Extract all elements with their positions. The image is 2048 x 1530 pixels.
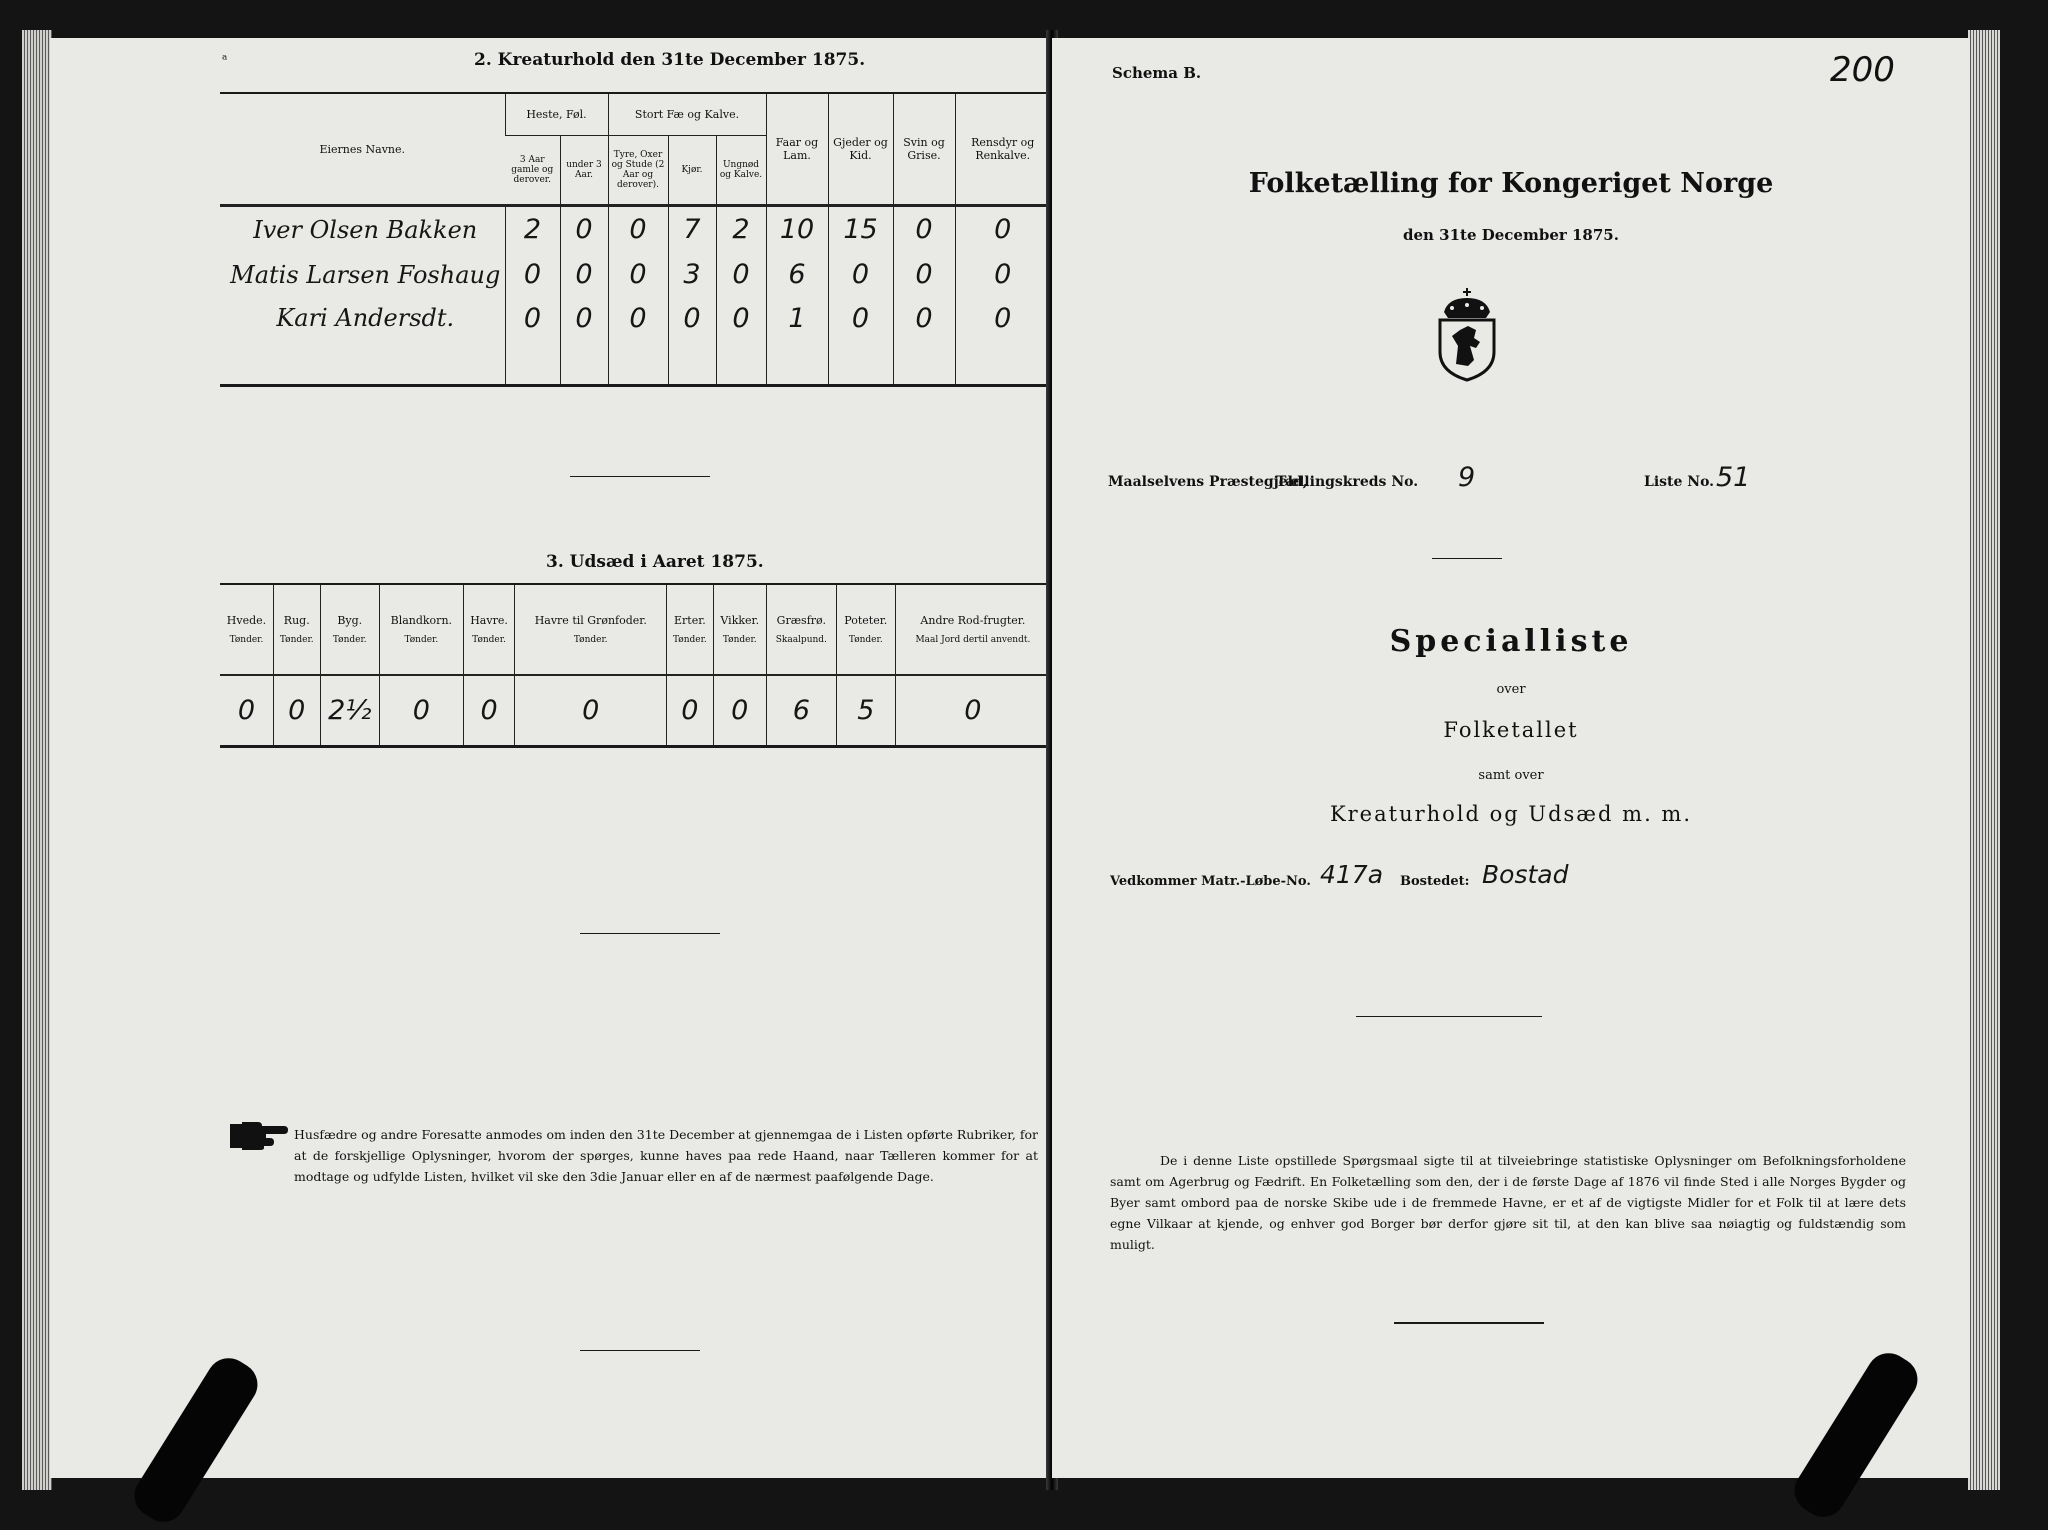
seed-header [220,585,273,674]
seed-header [836,585,895,674]
cattle-bulls-header: Tyre, Oxer og Stude (2 Aar og derover). [608,135,668,204]
seed-table [220,585,1050,745]
seed-crop-label: Andre Rod-frugter. [920,614,1026,628]
table-row [220,207,1050,253]
seed-section-title: 3. Udsæd i Aaret 1875. [546,552,764,572]
page-number: 200 [1830,50,1895,90]
schema-label: Schema B. [1112,64,1202,82]
seed-value: 0 [515,676,667,745]
over-text: over [1496,682,1526,697]
goats-header: Gjeder og Kid. [828,94,893,204]
cell: 6 [766,253,828,297]
seed-crop-label: Byg. [337,614,363,628]
left-page-edges [22,30,52,1490]
seed-unit-label: Tønder. [722,635,757,646]
seed-header [380,585,464,674]
owner-name: Kari Andersdt. [276,304,455,333]
bosted-label: Bostedet: [1400,874,1470,889]
seed-header [463,585,515,674]
cell: 1 [766,297,828,341]
right-page [1052,38,1970,1478]
cell: 0 [893,207,955,253]
cell: 0 [560,297,608,341]
seed-header [320,585,379,674]
seed-header [766,585,836,674]
cell: 0 [668,297,716,341]
pointing-hand-icon [228,1118,288,1152]
seed-value: 2½ [320,676,379,745]
table-row [220,297,1050,341]
corner-mark: ᵃ [222,52,228,68]
seed-crop-label: Hvede. [226,614,267,628]
seed-value: 0 [463,676,515,745]
cattle-young-header: Ungnød og Kalve. [716,135,766,204]
cell: 0 [893,297,955,341]
seed-header [667,585,714,674]
district-number: 9 [1458,462,1476,493]
owner-header: Eiernes Navne. [319,142,406,156]
cell: 0 [955,207,1050,253]
seed-header [713,585,766,674]
livestock-table [220,94,1050,384]
cell: 0 [608,207,668,253]
cell: 0 [505,253,560,297]
seed-value: 0 [713,676,766,745]
seed-value: 0 [380,676,464,745]
list-label: Liste No. [1644,474,1715,490]
census-purpose-text: De i denne Liste opstillede Spørgsmaal sigte til at tilveiebringe statistiske Oplysninger om Befolkningsforholdene samt om Agerbrug og Fædrift. En Folketælling som den, der i de første Dage af 1876 vil finde Sted i alle Norges Bygder og Byer samt ombord paa de norske Skibe ude i de fremmede Havne, er et af de vigtigste Midler for et Folk til at lære dets egne Vilkaar at kjende, og enhver god Borger bør derfor gjøre sit til, at den kan blive saa nøiagtig og fuldstændig som muligt. [1110,1153,1906,1252]
seed-crop-label: Vikker. [720,614,760,628]
cattle-cows-header: Kjør. [668,135,716,204]
table-row [220,676,1050,745]
seed-unit-label: Tønder. [279,635,314,646]
specialliste-heading: Specialliste [1389,624,1633,659]
cell: 0 [955,253,1050,297]
seed-value: 6 [766,676,836,745]
cell: 0 [828,253,893,297]
seed-crop-label: Havre til Grønfoder. [534,614,647,628]
horses-under3-header: under 3 Aar. [560,135,608,204]
seed-crop-label: Poteter. [844,614,888,628]
seed-unit-label: Skaalpund. [775,635,827,646]
matr-label: Vedkommer Matr.-Løbe-No. [1110,874,1311,889]
cell: 0 [716,297,766,341]
seed-header [273,585,320,674]
horses-group-header: Heste, Føl. [505,94,608,135]
kreaturhold-text: Kreaturhold og Udsæd m. m. [1329,802,1693,826]
cell: 0 [716,253,766,297]
seed-value: 5 [836,676,895,745]
samt-over-text: samt over [1478,768,1544,783]
seed-unit-label: Tønder. [848,635,883,646]
seed-unit-label: Tønder. [672,635,707,646]
parish-label: Maalselvens Præstegjeld, [1108,474,1308,490]
seed-value: 0 [895,676,1050,745]
cell: 0 [560,207,608,253]
pigs-header: Svin og Grise. [893,94,955,204]
cell: 2 [716,207,766,253]
sheep-header: Faar og Lam. [766,94,828,204]
seed-crop-label: Rug. [283,614,310,628]
seed-unit-label: Tønder. [472,635,506,646]
seed-header [515,585,667,674]
owner-name: Iver Olsen Bakken [253,215,478,244]
seed-unit-label: Maal Jord dertil anvendt. [915,635,1031,646]
seed-unit-label: Tønder. [573,635,608,646]
cattle-group-header: Stort Fæ og Kalve. [608,94,766,135]
cell: 3 [668,253,716,297]
owner-name: Matis Larsen Foshaug [230,260,501,289]
cell: 0 [608,297,668,341]
census-date: den 31te December 1875. [1403,226,1619,244]
cell: 0 [505,297,560,341]
seed-value: 0 [667,676,714,745]
left-page [50,38,1048,1478]
cell: 0 [608,253,668,297]
seed-crop-label: Erter. [674,614,706,628]
seed-unit-label: Tønder. [404,635,439,646]
seed-header [895,585,1050,674]
seed-unit-label: Tønder. [332,635,367,646]
cell: 0 [560,253,608,297]
seed-unit-label: Tønder. [229,635,264,646]
cell: 7 [668,207,716,253]
matr-number: 417a [1320,860,1384,889]
census-title: Folketælling for Kongeriget Norge [1248,168,1774,199]
seed-crop-label: Græsfrø. [776,614,826,628]
seed-crop-label: Havre. [470,614,508,628]
reindeer-header: Rensdyr og Renkalve. [955,94,1050,204]
livestock-section-title: 2. Kreaturhold den 31te December 1875. [474,50,866,70]
cell: 0 [828,297,893,341]
cell: 2 [505,207,560,253]
folketallet-text: Folketallet [1443,718,1579,742]
norwegian-coat-of-arms-icon [1430,286,1504,382]
horses-3plus-header: 3 Aar gamle og derover. [511,155,554,186]
seed-crop-label: Blandkorn. [390,614,453,628]
cell: 0 [893,253,955,297]
list-number: 51 [1716,462,1751,493]
district-label: Tællingskreds No. [1276,474,1419,490]
instructions-notice: Husfædre og andre Foresatte anmodes om inden den 31te December at gjennemgaa de i Listen opførte Rubriker, for at de forskjellige Oplysninger, hvorom der spørges, kunne haves paa rede Haand, naar Tælleren kommer for at modtage og udfylde Listen, hvilket vil ske den 3die Januar eller en af de nærmest paafølgende Dage. [294,1127,1038,1184]
table-row [220,253,1050,297]
cell: 0 [955,297,1050,341]
cell: 15 [828,207,893,253]
bosted-value: Bostad [1482,860,1569,889]
seed-value: 0 [273,676,320,745]
right-page-edges [1968,30,2000,1490]
seed-value: 0 [237,695,256,727]
cell: 10 [766,207,828,253]
